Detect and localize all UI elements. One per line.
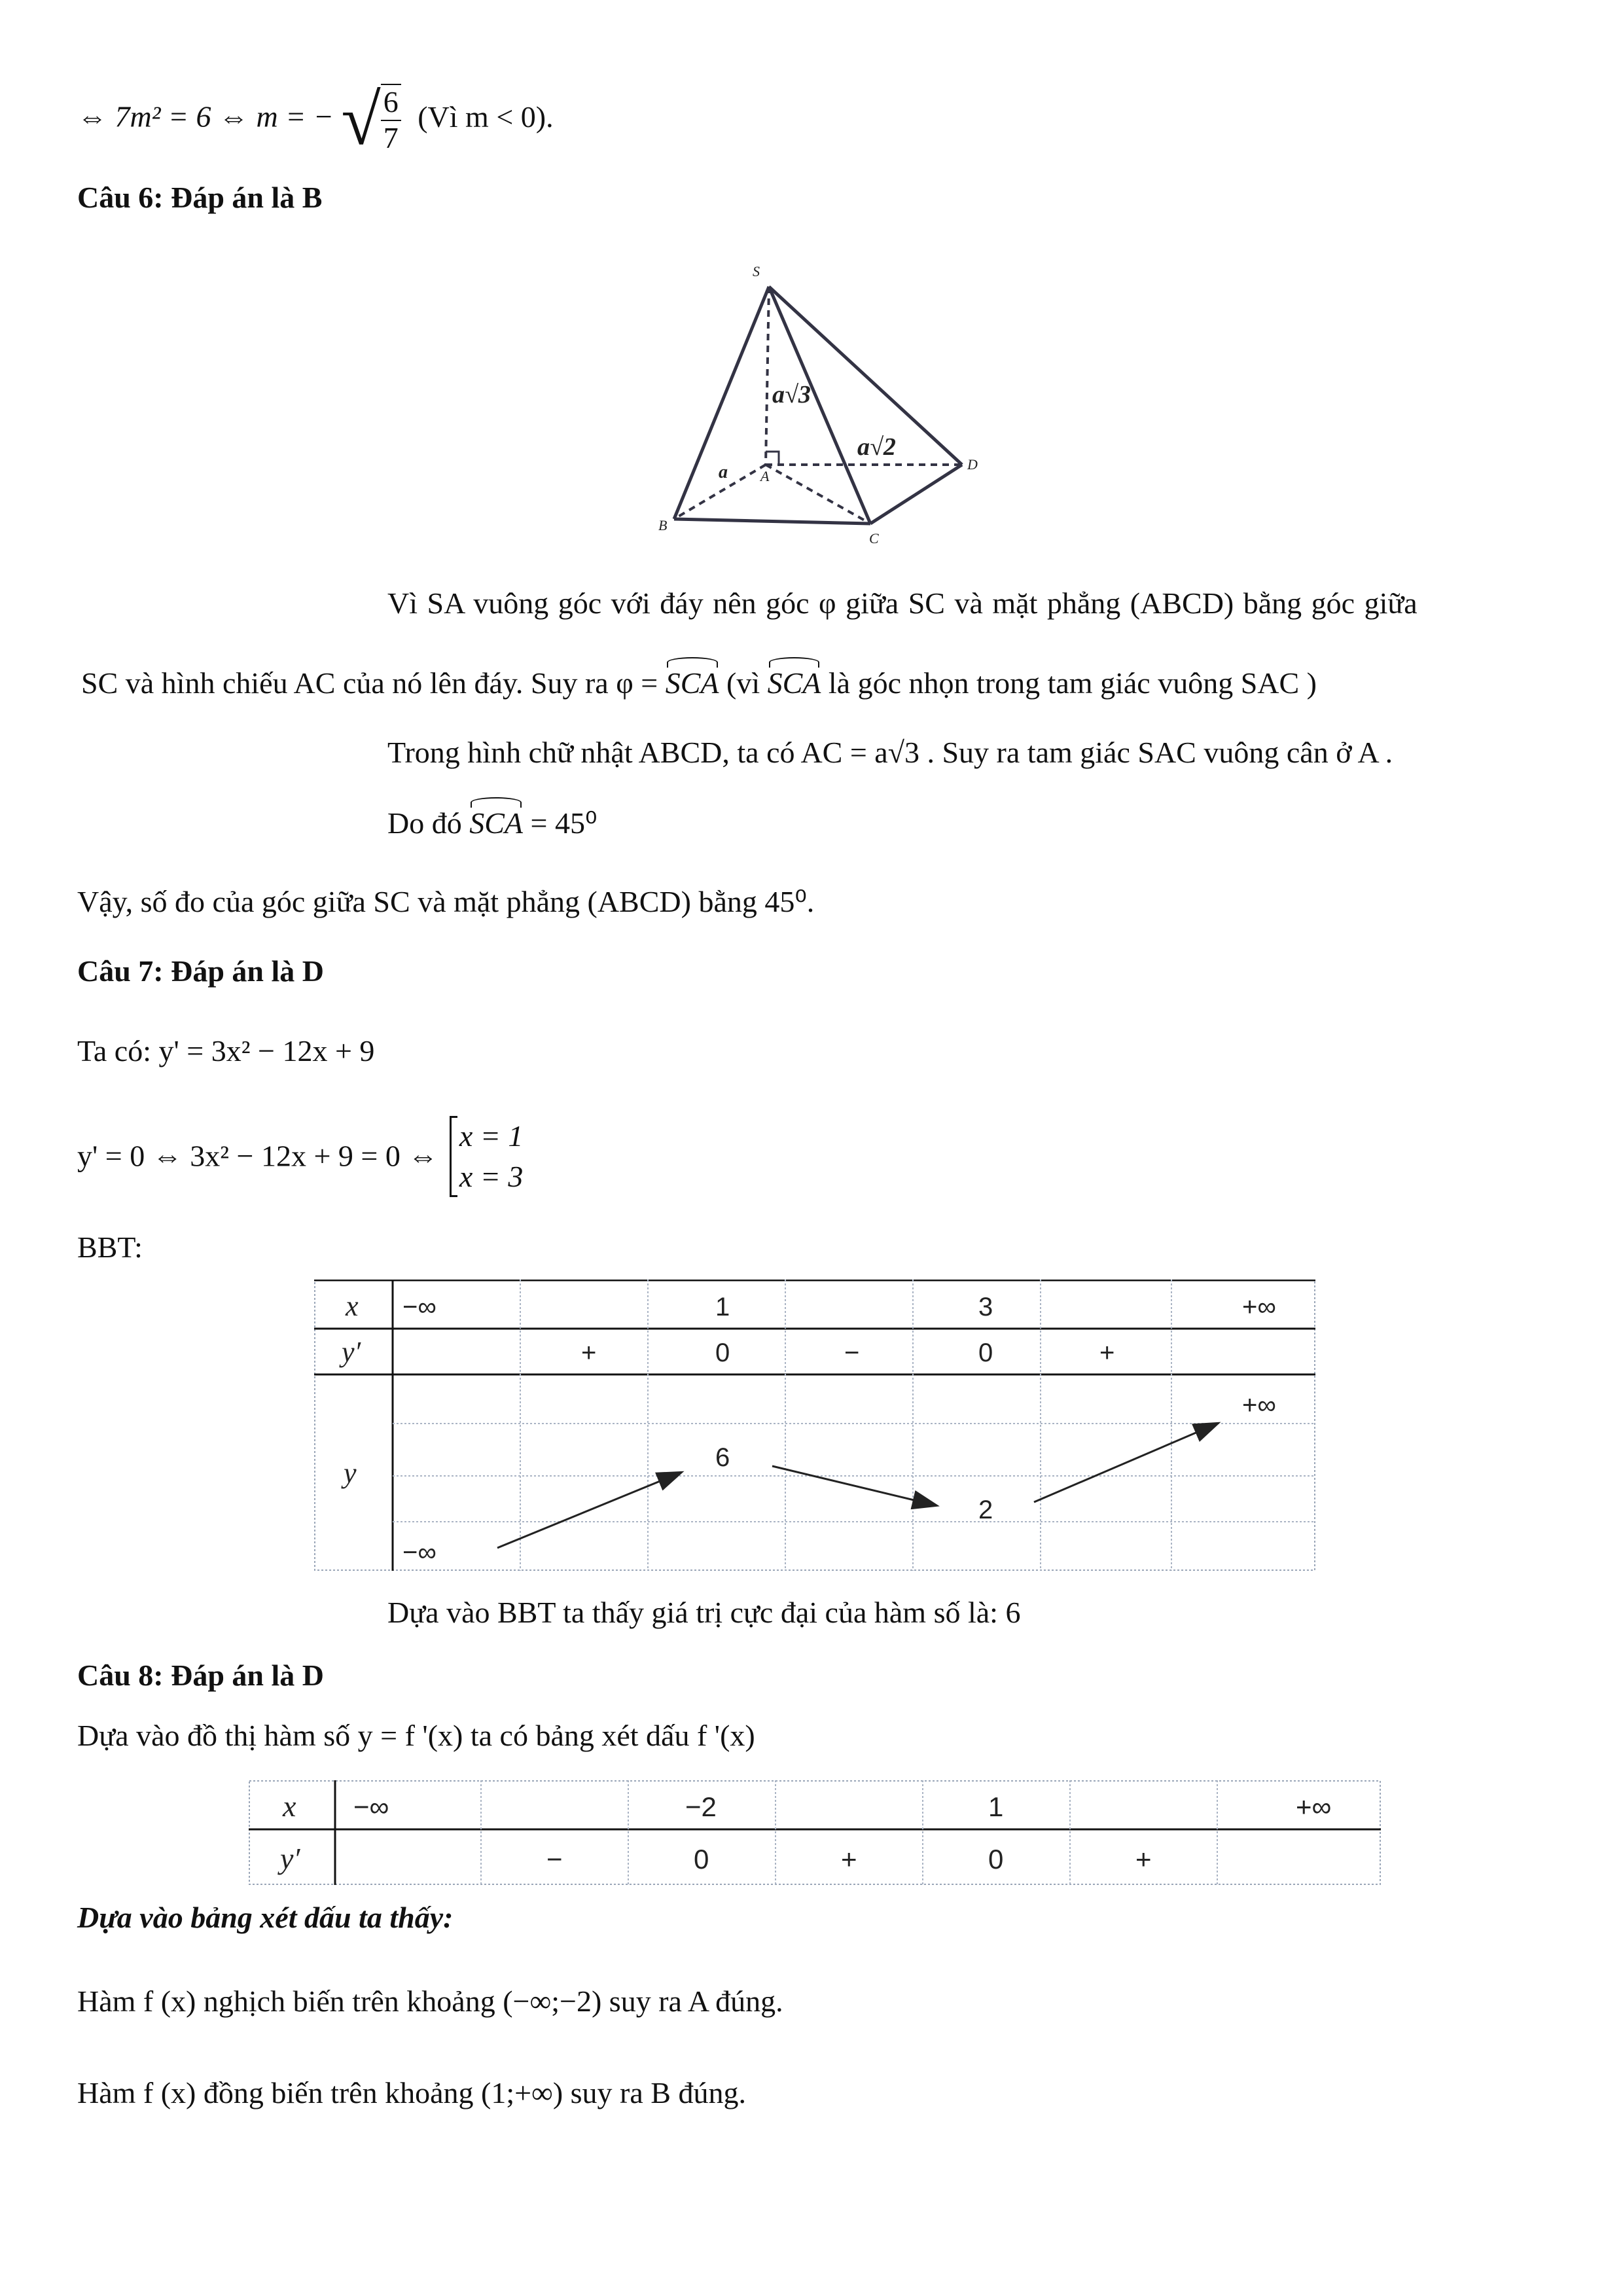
cau6-p2: Trong hình chữ nhật ABCD, ta có AC = a√3 . Suy ra tam giác SAC vuông cân ở A .	[387, 736, 1393, 769]
cau7-conclusion: Dựa vào BBT ta thấy giá trị cực đại của hàm số là: 6	[387, 1596, 1021, 1629]
cau7-derivative: Ta có: y' = 3x² − 12x + 9	[77, 1034, 375, 1067]
label-A: A	[760, 468, 770, 484]
bbt-x-label: x	[346, 1290, 359, 1322]
bbt-sign-3: −	[844, 1338, 860, 1367]
bbt-y-max: 6	[715, 1443, 730, 1472]
bbt-sign-4: 0	[978, 1338, 993, 1367]
label-AD-length: a√2	[857, 433, 896, 461]
arrow-increase-2	[1034, 1424, 1217, 1502]
cau6-conclusion: Vậy, số đo của góc giữa SC và mặt phẳng (ABCD) bằng 45⁰.	[77, 885, 815, 918]
cau6-p3	[387, 806, 597, 841]
st-sign-5: +	[1135, 1844, 1152, 1874]
solution-2: x = 3	[459, 1160, 524, 1194]
sqrt-symbol: √	[341, 80, 381, 160]
label-B: B	[658, 517, 668, 533]
label-D: D	[967, 456, 978, 473]
fraction-numerator: 6	[381, 84, 401, 121]
st-sign-4: 0	[988, 1844, 1004, 1874]
right-angle-mark	[766, 452, 779, 465]
cau6-p3-b: = 45⁰	[530, 806, 597, 840]
bbt-sign-5: +	[1099, 1338, 1115, 1367]
intro-note: (Vì m < 0).	[418, 99, 554, 134]
solution-1: x = 1	[459, 1119, 524, 1153]
angle-SCA-1: SCA	[665, 666, 719, 700]
cau8-line-b: Hàm f (x) đồng biến trên khoảng (1;+∞) suy ra B đúng.	[77, 2076, 746, 2109]
angle-SCA-2: SCA	[767, 666, 821, 700]
cau7-solve-text: y' = 0 ⇔ 3x² − 12x + 9 = 0 ⇔	[77, 1139, 438, 1173]
edge-SA	[766, 287, 769, 465]
fraction	[381, 84, 401, 156]
cau6-p1-line2-c: là góc nhọn trong tam giác vuông SAC )	[828, 666, 1317, 700]
st-x-neg2: −2	[685, 1791, 717, 1822]
variation-table	[314, 1280, 1315, 1571]
solution-system	[450, 1116, 523, 1197]
cau8-heading: Câu 8: Đáp án là D	[77, 1659, 325, 1692]
cau8-subheading: Dựa vào bảng xét dấu ta thấy:	[77, 1901, 454, 1934]
bbt-sign-1: +	[581, 1338, 597, 1367]
st-yprime-label: y′	[280, 1842, 300, 1875]
label-C: C	[869, 530, 879, 547]
bbt-sign-2: 0	[715, 1338, 730, 1367]
intro-equation-text: ⇔ 7m² = 6 ⇔ m = −	[77, 99, 334, 134]
intro-equation	[77, 80, 554, 160]
diag-AC	[766, 465, 870, 524]
edge-CD	[870, 465, 962, 524]
cau6-p3-a: Do đó	[387, 806, 462, 840]
bbt-y-min: 2	[978, 1496, 993, 1524]
arrow-decrease	[772, 1466, 936, 1505]
bbt-label: BBT:	[77, 1230, 143, 1264]
label-SA-length: a√3	[772, 381, 811, 408]
bbt-x-pos-inf: +∞	[1242, 1293, 1276, 1321]
bbt-x-3: 3	[978, 1293, 993, 1321]
angle-SCA-3: SCA	[469, 806, 524, 840]
cau6-heading: Câu 6: Đáp án là B	[77, 181, 323, 214]
fraction-denominator: 7	[383, 121, 399, 154]
cau7-solve	[77, 1116, 523, 1197]
cau8-line-a: Hàm f (x) nghịch biến trên khoảng (−∞;−2) suy ra A đúng.	[77, 1984, 783, 2018]
cau6-p1-line2-b: (vì	[726, 666, 760, 700]
cau7-heading: Câu 7: Đáp án là D	[77, 954, 325, 988]
cau6-p1-line2-a: SC và hình chiếu AC của nó lên đáy. Suy ra φ =	[81, 666, 658, 700]
cau6-p1-line2	[81, 666, 1317, 701]
cau8-intro: Dựa vào đồ thị hàm số y = f '(x) ta có bảng xét dấu f '(x)	[77, 1719, 755, 1752]
edge-SB	[674, 287, 769, 519]
st-sign-2: 0	[694, 1844, 709, 1874]
arrow-increase-1	[497, 1473, 681, 1548]
cau6-p1-line1: Vì SA vuông góc với đáy nên góc φ giữa SC và mặt phẳng (ABCD) bằng góc giữa	[387, 586, 1418, 620]
st-x-neg-inf: −∞	[353, 1791, 389, 1822]
bbt-yprime-label: y′	[342, 1336, 361, 1368]
bbt-y-start: −∞	[402, 1538, 437, 1567]
bbt-y-label: y	[344, 1457, 357, 1489]
label-AB-length: a	[719, 462, 728, 482]
bbt-y-end: +∞	[1242, 1391, 1276, 1420]
st-x-label: x	[283, 1789, 296, 1823]
st-x-1: 1	[988, 1791, 1004, 1822]
label-S: S	[753, 263, 760, 279]
edge-BC	[674, 519, 870, 524]
bbt-x-1: 1	[715, 1293, 730, 1321]
bbt-x-neg-inf: −∞	[402, 1293, 437, 1321]
st-sign-1: −	[546, 1844, 563, 1874]
st-sign-3: +	[841, 1844, 857, 1874]
pyramid-figure	[654, 255, 995, 550]
st-x-pos-inf: +∞	[1296, 1791, 1332, 1822]
sign-table	[249, 1780, 1381, 1885]
